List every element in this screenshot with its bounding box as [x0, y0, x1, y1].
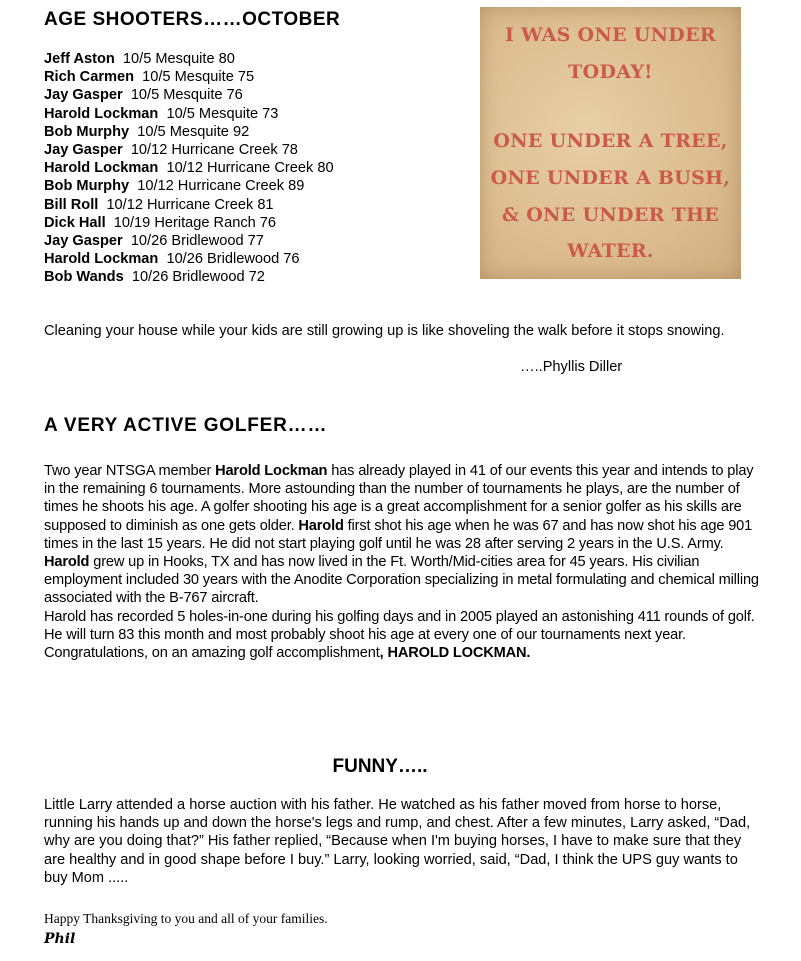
golfer-section-title: A VERY ACTIVE GOLFER…… [44, 415, 328, 436]
shooter-name: Harold Lockman [44, 251, 159, 268]
list-item [44, 268, 334, 286]
list-item [44, 214, 334, 232]
shooter-detail: 10/12 Hurricane Creek 78 [130, 142, 298, 159]
shooter-name: Harold Lockman [44, 160, 159, 177]
golfer-paragraph [44, 644, 764, 662]
list-item [44, 232, 334, 250]
shooter-name: Dick Hall [44, 214, 106, 231]
list-item [44, 141, 334, 159]
list-item [44, 159, 334, 177]
shooter-detail: 10/5 Mesquite 80 [122, 51, 235, 67]
text-run: has already played in 41 of our events this year and intends to play in the remaining 6 tournaments. More astounding than the number of tournaments he plays, are the number of times he shoots his age. A golfer shooting his age is a great accomplishment for a senior golfer as his skills are supposed to diminish as one gets older. [44, 463, 754, 534]
shooter-name: Bob Wands [44, 269, 124, 286]
shooter-detail: 10/26 Bridlewood 72 [131, 269, 265, 286]
shooter-detail: 10/5 Mesquite 75 [142, 69, 255, 86]
note-line: ONE UNDER A TREE, [493, 130, 728, 152]
list-item [44, 177, 334, 195]
age-shooters-title: AGE SHOOTERS……OCTOBER [44, 9, 341, 30]
list-item [44, 68, 334, 86]
text-run: first shot his age when he was 67 and has now shot his age 901 times in the last 15 years. He did not start playing golf until he was 28 after serving 2 years in the U.S. Army. [44, 517, 753, 552]
funny-story: Little Larry attended a horse auction with his father. He watched as his father moved from horse to horse, running his hands up and down the horse's legs and rump, and chest. After a few minutes, Larry asked, “Dad, why are you doing that?” His father replied, “Because when I'm buying horses, I have to make sure that they are healthy and in good shape before I buy.” Larry, looking worried, said, “Dad, I think the UPS guy wants to buy Mom ..... [44, 797, 751, 886]
shooter-detail: 10/5 Mesquite 73 [166, 105, 279, 122]
shooter-detail: 10/26 Bridlewood 76 [166, 251, 300, 268]
golfer-paragraph [44, 462, 764, 608]
list-item [44, 105, 334, 123]
shooter-detail: 10/12 Hurricane Creek 81 [106, 196, 274, 213]
note-line: I WAS ONE UNDER [505, 24, 716, 46]
golfer-name: Harold Lockman [215, 463, 328, 479]
golfer-article [44, 462, 764, 662]
shooter-name: Jeff Aston [44, 51, 115, 67]
golfer-name: , HAROLD LOCKMAN. [379, 645, 531, 662]
shooter-name: Jay Gasper [44, 142, 123, 159]
shooter-detail: 10/12 Hurricane Creek 89 [137, 178, 305, 195]
note-line: & ONE UNDER THE [501, 204, 720, 226]
text-run: Congratulations, on an amazing golf accomplishment [44, 645, 380, 662]
list-item [44, 123, 334, 141]
note-line: WATER. [567, 240, 654, 262]
list-item [44, 250, 334, 268]
quote-text: Cleaning your house while your kids are still growing up is like shoveling the walk before it stops snowing. [44, 323, 725, 339]
shooter-detail: 10/19 Heritage Ranch 76 [113, 214, 277, 231]
list-item [44, 86, 334, 104]
shooter-detail: 10/5 Mesquite 92 [137, 123, 250, 140]
list-item [44, 50, 334, 68]
golfer-name: Harold [44, 554, 90, 571]
golfer-paragraph: Harold has recorded 5 holes-in-one during his golfing days and in 2005 played an astonishing 411 rounds of golf. He will turn 83 this month and most probably shoot his age at every one of our tournaments next year. [44, 608, 755, 643]
shooter-name: Jay Gasper [44, 233, 123, 250]
shooter-detail: 10/5 Mesquite 76 [130, 87, 243, 104]
golfer-name: Harold [298, 517, 344, 534]
shooter-name: Harold Lockman [44, 105, 159, 122]
text-run: Two year NTSGA member [44, 463, 216, 479]
closing-message: Happy Thanksgiving to you and all of your families. [44, 911, 328, 926]
shooter-name: Bill Roll [44, 196, 99, 213]
joke-note-card [480, 7, 741, 279]
shooter-name: Bob Murphy [44, 123, 130, 140]
shooter-name: Bob Murphy [44, 178, 130, 195]
list-item [44, 196, 334, 214]
funny-section-title: FUNNY….. [332, 756, 428, 777]
note-line: ONE UNDER A BUSH, [490, 167, 731, 189]
shooter-detail: 10/26 Bridlewood 77 [130, 233, 264, 250]
text-run: grew up in Hooks, TX and has now lived in the Ft. Worth/Mid-cities area for 45 years. His civilian employment included 30 years with the Anodite Corporation specializing in metal formulating and chemical milling associated with the B-767 aircraft. [44, 554, 759, 607]
age-shooters-list [44, 50, 334, 287]
signature: Phil [44, 931, 76, 947]
shooter-name: Jay Gasper [44, 87, 123, 104]
shooter-detail: 10/12 Hurricane Creek 80 [166, 160, 334, 177]
shooter-name: Rich Carmen [44, 69, 135, 86]
note-line: TODAY! [568, 61, 653, 83]
quote-author: …..Phyllis Diller [520, 359, 623, 375]
